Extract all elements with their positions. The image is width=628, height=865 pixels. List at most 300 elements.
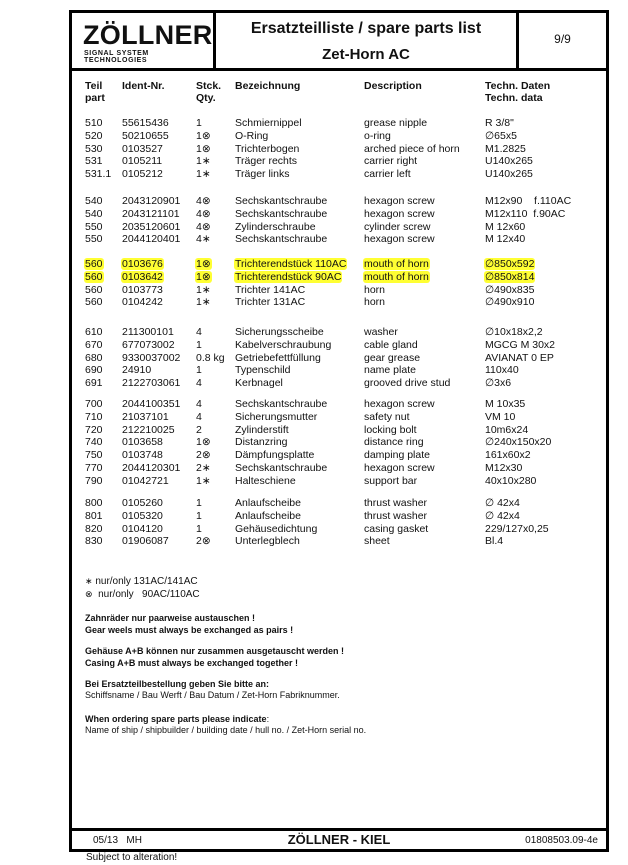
ident-number: 9330037002 xyxy=(122,351,181,364)
description: horn xyxy=(364,283,386,296)
quantity: 1⊗ xyxy=(196,129,211,142)
cell-part-number xyxy=(85,221,103,234)
cell-bezeichnung xyxy=(235,377,283,390)
bezeichnung: Zylinderschraube xyxy=(235,220,316,233)
column-header-ident-line1: Ident-Nr. xyxy=(122,80,165,92)
cell-tech-data xyxy=(485,449,531,462)
ident-number: 2122703061 xyxy=(122,377,181,390)
column-header-part-line1: Teil xyxy=(85,80,103,92)
part-number: 740 xyxy=(85,436,103,449)
quantity: 4∗ xyxy=(196,233,211,246)
table-row xyxy=(72,326,602,339)
description: arched piece of horn xyxy=(364,142,460,155)
cell-tech-data xyxy=(485,296,534,309)
asterisk-symbol: ∗ xyxy=(85,576,93,586)
ident-number: 55615436 xyxy=(122,117,169,129)
cell-quantity xyxy=(196,258,212,271)
table-row xyxy=(72,424,602,437)
description: safety nut xyxy=(364,410,410,423)
cell-description xyxy=(364,284,385,297)
part-number: 700 xyxy=(85,398,103,410)
cell-quantity xyxy=(196,339,202,352)
cell-part-number xyxy=(85,497,103,510)
cell-quantity xyxy=(196,398,202,411)
cell-tech-data xyxy=(485,535,503,548)
note-gear-de: Zahnräder nur paarweise austauschen ! xyxy=(85,613,256,623)
tech-data: ∅ 42x4 xyxy=(485,497,520,509)
cell-part-number xyxy=(85,208,103,221)
cell-ident-number xyxy=(122,221,180,234)
bezeichnung: Träger rechts xyxy=(235,155,298,168)
bezeichnung: Sechskantschraube xyxy=(235,195,328,207)
cell-description xyxy=(364,510,427,523)
cell-quantity xyxy=(196,221,211,234)
quantity: 1∗ xyxy=(196,474,211,487)
ident-number: 0105260 xyxy=(122,497,163,509)
bezeichnung: Anlaufscheibe xyxy=(235,497,301,509)
cell-description xyxy=(364,398,435,411)
cell-ident-number xyxy=(122,208,180,221)
ident-number: 0103773 xyxy=(122,283,163,296)
cell-quantity xyxy=(196,296,211,309)
cell-description xyxy=(364,195,435,208)
cell-quantity xyxy=(196,424,202,437)
bezeichnung: Typenschild xyxy=(235,364,291,377)
cell-bezeichnung xyxy=(235,462,327,475)
tech-data: ∅490x910 xyxy=(485,296,535,309)
description: mouth of horn xyxy=(364,270,429,283)
cell-ident-number xyxy=(122,296,163,309)
cell-bezeichnung xyxy=(235,130,268,143)
part-number: 560 xyxy=(85,270,103,283)
table-row xyxy=(72,523,602,536)
cell-quantity xyxy=(196,233,211,246)
bezeichnung: Gehäusedichtung xyxy=(235,522,318,535)
table-row xyxy=(72,364,602,377)
tech-data: ∅ 42x4 xyxy=(485,509,520,522)
cell-tech-data xyxy=(485,398,525,411)
cell-quantity xyxy=(196,117,202,130)
tech-data: U140x265 xyxy=(485,168,533,181)
cell-quantity xyxy=(196,143,211,156)
ident-number: 0105212 xyxy=(122,168,163,181)
cell-bezeichnung xyxy=(235,117,302,130)
description: hexagon screw xyxy=(364,233,435,246)
cell-bezeichnung xyxy=(235,271,342,284)
ident-number: 50210655 xyxy=(122,129,169,142)
subject-to-alteration: Subject to alteration! xyxy=(86,852,178,863)
cell-part-number xyxy=(85,424,103,437)
table-row xyxy=(72,462,602,475)
bezeichnung: Halteschiene xyxy=(235,474,296,487)
table-row xyxy=(72,510,602,523)
ident-number: 0105320 xyxy=(122,509,163,522)
cell-bezeichnung xyxy=(235,475,296,488)
cell-part-number xyxy=(85,130,103,143)
cell-ident-number xyxy=(122,424,175,437)
page-cell xyxy=(519,13,606,68)
part-number: 560 xyxy=(85,296,103,309)
description: hexagon screw xyxy=(364,195,435,207)
cell-bezeichnung xyxy=(235,535,300,548)
description: damping plate xyxy=(364,449,430,462)
note-casing-de: Gehäuse A+B können nur zusammen ausgetauscht werden ! xyxy=(85,646,344,656)
part-number: 540 xyxy=(85,207,103,220)
cell-tech-data xyxy=(485,221,525,234)
header xyxy=(72,13,606,71)
description: support bar xyxy=(364,474,418,487)
cell-tech-data xyxy=(485,130,517,143)
cell-quantity xyxy=(196,475,211,488)
part-number: 510 xyxy=(85,117,103,129)
cell-ident-number xyxy=(122,271,164,284)
cell-ident-number xyxy=(122,155,162,168)
tech-data: R 3/8" xyxy=(485,117,514,129)
cell-tech-data xyxy=(485,339,555,352)
cell-quantity xyxy=(196,195,211,208)
bezeichnung: Zylinderstift xyxy=(235,423,289,436)
note-casing-en: Casing A+B must always be exchanged together ! xyxy=(85,658,298,668)
cell-tech-data xyxy=(485,326,543,339)
note-order-de-title: Bei Ersatzteilbestellung geben Sie bitte an: xyxy=(85,679,270,689)
description: sheet xyxy=(364,535,390,548)
description: hexagon screw xyxy=(364,207,435,220)
cell-quantity xyxy=(196,352,225,365)
cell-quantity xyxy=(196,271,212,284)
document-frame xyxy=(69,10,609,852)
part-number: 790 xyxy=(85,474,103,487)
tech-data: 110x40 xyxy=(485,364,519,377)
ident-number: 01042721 xyxy=(122,474,169,487)
cell-bezeichnung xyxy=(235,411,317,424)
cell-tech-data xyxy=(485,155,533,168)
cell-part-number xyxy=(85,117,103,130)
cell-description xyxy=(364,208,435,221)
table-row xyxy=(72,143,602,156)
ident-number: 0103642 xyxy=(122,270,163,283)
ident-number: 2044120401 xyxy=(122,233,181,246)
description: hexagon screw xyxy=(364,398,435,410)
table-row xyxy=(72,475,602,488)
cell-description xyxy=(364,221,431,234)
tech-data: Bl.4 xyxy=(485,535,504,548)
logo xyxy=(72,13,216,68)
tech-data: ∅10x18x2,2 xyxy=(485,326,543,338)
part-number: 801 xyxy=(85,509,103,522)
cell-bezeichnung xyxy=(235,258,347,271)
cell-description xyxy=(364,168,411,181)
column-header-qty-line1: Stck. xyxy=(196,80,222,92)
cell-quantity xyxy=(196,155,211,168)
ident-number: 01906087 xyxy=(122,535,169,548)
cell-tech-data xyxy=(485,497,520,510)
table-row xyxy=(72,117,602,130)
tech-data: ∅3x6 xyxy=(485,377,512,390)
cell-part-number xyxy=(85,449,103,462)
part-number: 540 xyxy=(85,195,103,207)
table-row xyxy=(72,497,602,510)
cell-ident-number xyxy=(122,284,163,297)
cell-tech-data xyxy=(485,195,571,208)
quantity: 4 xyxy=(196,377,202,390)
cell-description xyxy=(364,424,417,437)
column-header-part-line2: part xyxy=(85,92,105,104)
cell-bezeichnung xyxy=(235,155,297,168)
cell-description xyxy=(364,130,391,143)
cell-tech-data xyxy=(485,208,565,221)
table-row xyxy=(72,296,602,309)
cell-tech-data xyxy=(485,523,549,536)
tech-data: 229/127x0,25 xyxy=(485,522,549,535)
description: hexagon screw xyxy=(364,462,435,474)
ident-number: 2043121101 xyxy=(122,207,180,220)
table-row xyxy=(72,436,602,449)
part-number: 680 xyxy=(85,351,103,364)
quantity: 0.8 kg xyxy=(196,351,225,364)
ident-number: 2044120301 xyxy=(122,462,181,474)
cell-part-number xyxy=(85,339,103,352)
cell-ident-number xyxy=(122,510,163,523)
title-cell xyxy=(216,13,519,68)
tech-data: VM 10 xyxy=(485,410,516,423)
description: locking bolt xyxy=(364,423,417,436)
cell-quantity xyxy=(196,377,202,390)
description: grease nipple xyxy=(364,117,428,129)
description: mouth of horn xyxy=(364,258,429,270)
cell-description xyxy=(364,155,417,168)
table-row xyxy=(72,271,602,284)
legend-circled-text: nur/only 90AC/110AC xyxy=(95,589,200,600)
legend-asterisk-text: nur/only 131AC/141AC xyxy=(95,576,198,587)
cell-ident-number xyxy=(122,143,163,156)
cell-bezeichnung xyxy=(235,398,327,411)
cell-tech-data xyxy=(485,271,535,284)
tech-data: ∅490x835 xyxy=(485,283,535,296)
description: gear grease xyxy=(364,351,421,364)
part-number: 531 xyxy=(85,155,103,168)
cell-part-number xyxy=(85,523,103,536)
quantity: 4 xyxy=(196,398,202,410)
cell-description xyxy=(364,497,427,510)
order-en-colon: : xyxy=(266,714,270,724)
cell-bezeichnung xyxy=(235,221,316,234)
quantity: 1 xyxy=(196,364,202,377)
table-row xyxy=(72,221,602,234)
part-number: 800 xyxy=(85,497,103,509)
quantity: 1∗ xyxy=(196,168,211,181)
cell-ident-number xyxy=(122,352,180,365)
cell-description xyxy=(364,475,417,488)
cell-tech-data xyxy=(485,352,554,365)
description: casing gasket xyxy=(364,522,429,535)
ident-number: 0104120 xyxy=(122,522,163,535)
document-subtitle: Zet-Horn AC xyxy=(322,46,410,63)
cell-quantity xyxy=(196,284,211,297)
part-number: 770 xyxy=(85,462,103,474)
column-header-tech-data-line1: Techn. Daten xyxy=(485,80,551,92)
bezeichnung: Sicherungsmutter xyxy=(235,410,318,423)
cell-ident-number xyxy=(122,462,180,475)
cell-description xyxy=(364,535,390,548)
cell-ident-number xyxy=(122,497,163,510)
tech-data: MGCG M 30x2 xyxy=(485,338,556,351)
cell-ident-number xyxy=(122,326,174,339)
ident-number: 0103658 xyxy=(122,436,163,449)
part-number: 690 xyxy=(85,364,103,377)
bezeichnung: Sechskantschraube xyxy=(235,207,328,220)
column-header-description-line1: Description xyxy=(364,80,422,92)
cell-part-number xyxy=(85,296,103,309)
logo-wordmark: ZÖLLNER xyxy=(83,20,213,50)
tech-data: 161x60x2 xyxy=(485,449,531,462)
ident-number: 2035120601 xyxy=(122,220,181,233)
bezeichnung: Sechskantschraube xyxy=(235,233,328,246)
logo-tagline: SIGNAL SYSTEM TECHNOLOGIES xyxy=(84,50,149,64)
footer-doc-number: 01808503.09-4e xyxy=(525,835,598,846)
cell-tech-data xyxy=(485,475,536,488)
quantity: 1∗ xyxy=(196,296,211,309)
cell-tech-data xyxy=(485,364,519,377)
part-number: 610 xyxy=(85,326,103,338)
quantity: 1⊗ xyxy=(196,270,211,283)
cell-part-number xyxy=(85,436,103,449)
cell-bezeichnung xyxy=(235,510,301,523)
bezeichnung: Trichter 131AC xyxy=(235,296,306,309)
cell-quantity xyxy=(196,208,211,221)
cell-part-number xyxy=(85,377,103,390)
bezeichnung: Schmiernippel xyxy=(235,117,302,129)
cell-tech-data xyxy=(485,143,526,156)
ident-number: 2043120901 xyxy=(122,195,181,207)
legend-asterisk xyxy=(85,576,198,587)
cell-description xyxy=(364,449,430,462)
note-gear-en: Gear weels must always be exchanged as pairs ! xyxy=(85,625,294,635)
description: thrust washer xyxy=(364,509,428,522)
cell-bezeichnung xyxy=(235,296,305,309)
description: cable gland xyxy=(364,338,418,351)
cell-bezeichnung xyxy=(235,352,321,365)
cell-quantity xyxy=(196,462,211,475)
ident-number: 21037101 xyxy=(122,410,169,423)
cell-part-number xyxy=(85,233,103,246)
bezeichnung: Distanzring xyxy=(235,436,288,449)
table-row xyxy=(72,208,602,221)
tech-data: M12x110 f.90AC xyxy=(485,207,566,220)
table-row xyxy=(72,284,602,297)
cell-ident-number xyxy=(122,436,163,449)
note-order-en-title xyxy=(85,714,269,725)
cell-ident-number xyxy=(122,168,163,181)
table-row xyxy=(72,339,602,352)
document-title: Ersatzteilliste / spare parts list xyxy=(250,20,482,37)
ident-number: 212210025 xyxy=(122,423,175,436)
cell-description xyxy=(364,143,460,156)
quantity: 1 xyxy=(196,497,202,509)
note-order-de-text: Schiffsname / Bau Werft / Bau Datum / Zet-Horn Fabriknummer. xyxy=(85,690,340,700)
table-row xyxy=(72,155,602,168)
bezeichnung: Träger links xyxy=(235,168,290,181)
cell-tech-data xyxy=(485,462,522,475)
quantity: 2⊗ xyxy=(196,449,211,462)
quantity: 4⊗ xyxy=(196,195,211,207)
quantity: 1 xyxy=(196,338,202,351)
quantity: 2 xyxy=(196,423,202,436)
cell-quantity xyxy=(196,535,211,548)
tech-data: M 10x35 xyxy=(485,398,526,410)
tech-data: AVIANAT 0 EP xyxy=(485,351,554,364)
legend-circled xyxy=(85,589,200,600)
cell-description xyxy=(364,352,420,365)
ident-number: 0103748 xyxy=(122,449,163,462)
cell-bezeichnung xyxy=(235,284,305,297)
bezeichnung: Trichterendstück 110AC xyxy=(235,258,347,270)
description: o-ring xyxy=(364,129,391,142)
tech-data: M1.2825 xyxy=(485,142,526,155)
description: grooved drive stud xyxy=(364,377,451,390)
ident-number: 677073002 xyxy=(122,338,175,351)
cell-bezeichnung xyxy=(235,449,314,462)
part-number: 550 xyxy=(85,233,103,246)
cell-quantity xyxy=(196,449,211,462)
cell-ident-number xyxy=(122,233,180,246)
cell-tech-data xyxy=(485,233,525,246)
ident-number: 0104242 xyxy=(122,296,163,309)
column-header-bezeichnung-line1: Bezeichnung xyxy=(235,80,301,92)
cell-bezeichnung xyxy=(235,208,327,221)
cell-tech-data xyxy=(485,168,533,181)
cell-quantity xyxy=(196,411,202,424)
cell-bezeichnung xyxy=(235,195,327,208)
cell-part-number xyxy=(85,271,104,284)
cell-part-number xyxy=(85,535,103,548)
ident-number: 2044100351 xyxy=(122,398,181,410)
cell-quantity xyxy=(196,523,202,536)
cell-bezeichnung xyxy=(235,436,288,449)
bezeichnung: Unterlegblech xyxy=(235,535,300,548)
cell-ident-number xyxy=(122,411,169,424)
column-header-tech-data-line2: Techn. data xyxy=(485,92,543,104)
description: distance ring xyxy=(364,436,424,449)
ident-number: 0103676 xyxy=(122,258,163,270)
cell-bezeichnung xyxy=(235,143,299,156)
part-number: 710 xyxy=(85,410,103,423)
table-row xyxy=(72,449,602,462)
cell-bezeichnung xyxy=(235,233,327,246)
cell-description xyxy=(364,258,430,271)
cell-ident-number xyxy=(122,195,180,208)
table-row xyxy=(72,535,602,548)
cell-ident-number xyxy=(122,339,175,352)
footer-date: 05/13 MH xyxy=(93,835,142,846)
tech-data: ∅65x5 xyxy=(485,129,517,142)
cell-part-number xyxy=(85,352,103,365)
cell-part-number xyxy=(85,510,103,523)
part-number: 691 xyxy=(85,377,103,390)
cell-quantity xyxy=(196,364,202,377)
description: carrier right xyxy=(364,155,418,168)
bezeichnung: Anlaufscheibe xyxy=(235,509,301,522)
cell-part-number xyxy=(85,155,103,168)
cell-description xyxy=(364,436,424,449)
part-number: 560 xyxy=(85,283,103,296)
footer xyxy=(69,828,609,852)
cell-tech-data xyxy=(485,510,520,523)
cell-part-number xyxy=(85,284,103,297)
tech-data: ∅850x814 xyxy=(485,270,535,283)
description: cylinder screw xyxy=(364,220,431,233)
bezeichnung: Sechskantschraube xyxy=(235,398,328,410)
cell-description xyxy=(364,117,427,130)
